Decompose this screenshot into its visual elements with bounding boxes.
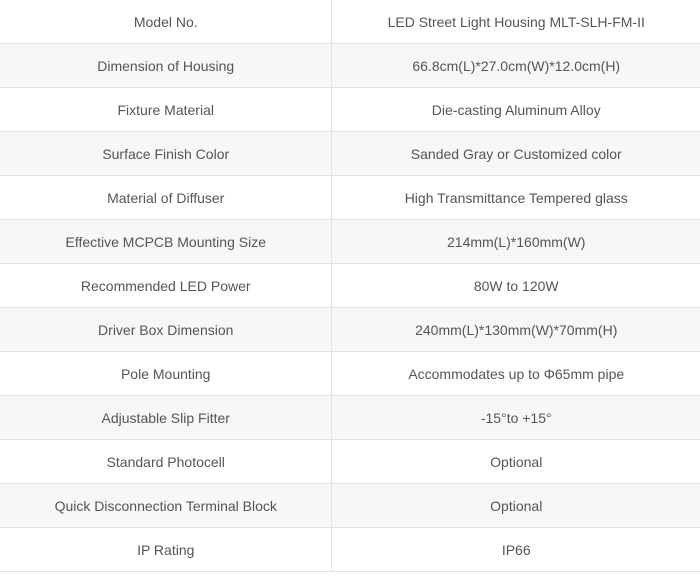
table-row (0, 132, 700, 176)
table-row (0, 44, 700, 88)
spec-label: Dimension of Housing (0, 44, 332, 88)
spec-value: Die-casting Aluminum Alloy (332, 88, 700, 132)
spec-value: IP66 (332, 528, 700, 572)
spec-value: Optional (332, 440, 700, 484)
spec-label: Effective MCPCB Mounting Size (0, 220, 332, 264)
spec-label: Recommended LED Power (0, 264, 332, 308)
spec-value: Sanded Gray or Customized color (332, 132, 700, 176)
spec-label: Adjustable Slip Fitter (0, 396, 332, 440)
spec-value: Optional (332, 484, 700, 528)
spec-label: Surface Finish Color (0, 132, 332, 176)
table-row (0, 440, 700, 484)
spec-value: LED Street Light Housing MLT-SLH-FM-II (332, 0, 700, 44)
table-row (0, 0, 700, 44)
table-row (0, 264, 700, 308)
spec-value: High Transmittance Tempered glass (332, 176, 700, 220)
table-row (0, 176, 700, 220)
spec-label: IP Rating (0, 528, 332, 572)
table-row (0, 396, 700, 440)
spec-label: Pole Mounting (0, 352, 332, 396)
table-row (0, 352, 700, 396)
spec-value: 240mm(L)*130mm(W)*70mm(H) (332, 308, 700, 352)
table-row (0, 528, 700, 572)
spec-value: 66.8cm(L)*27.0cm(W)*12.0cm(H) (332, 44, 700, 88)
spec-value: 80W to 120W (332, 264, 700, 308)
spec-label: Driver Box Dimension (0, 308, 332, 352)
spec-value: 214mm(L)*160mm(W) (332, 220, 700, 264)
table-row (0, 308, 700, 352)
spec-label: Material of Diffuser (0, 176, 332, 220)
table-row (0, 88, 700, 132)
spec-label: Fixture Material (0, 88, 332, 132)
table-row (0, 484, 700, 528)
spec-label: Quick Disconnection Terminal Block (0, 484, 332, 528)
spec-label: Standard Photocell (0, 440, 332, 484)
spec-value: -15°to +15° (332, 396, 700, 440)
table-row (0, 220, 700, 264)
spec-label: Model No. (0, 0, 332, 44)
spec-value: Accommodates up to Φ65mm pipe (332, 352, 700, 396)
